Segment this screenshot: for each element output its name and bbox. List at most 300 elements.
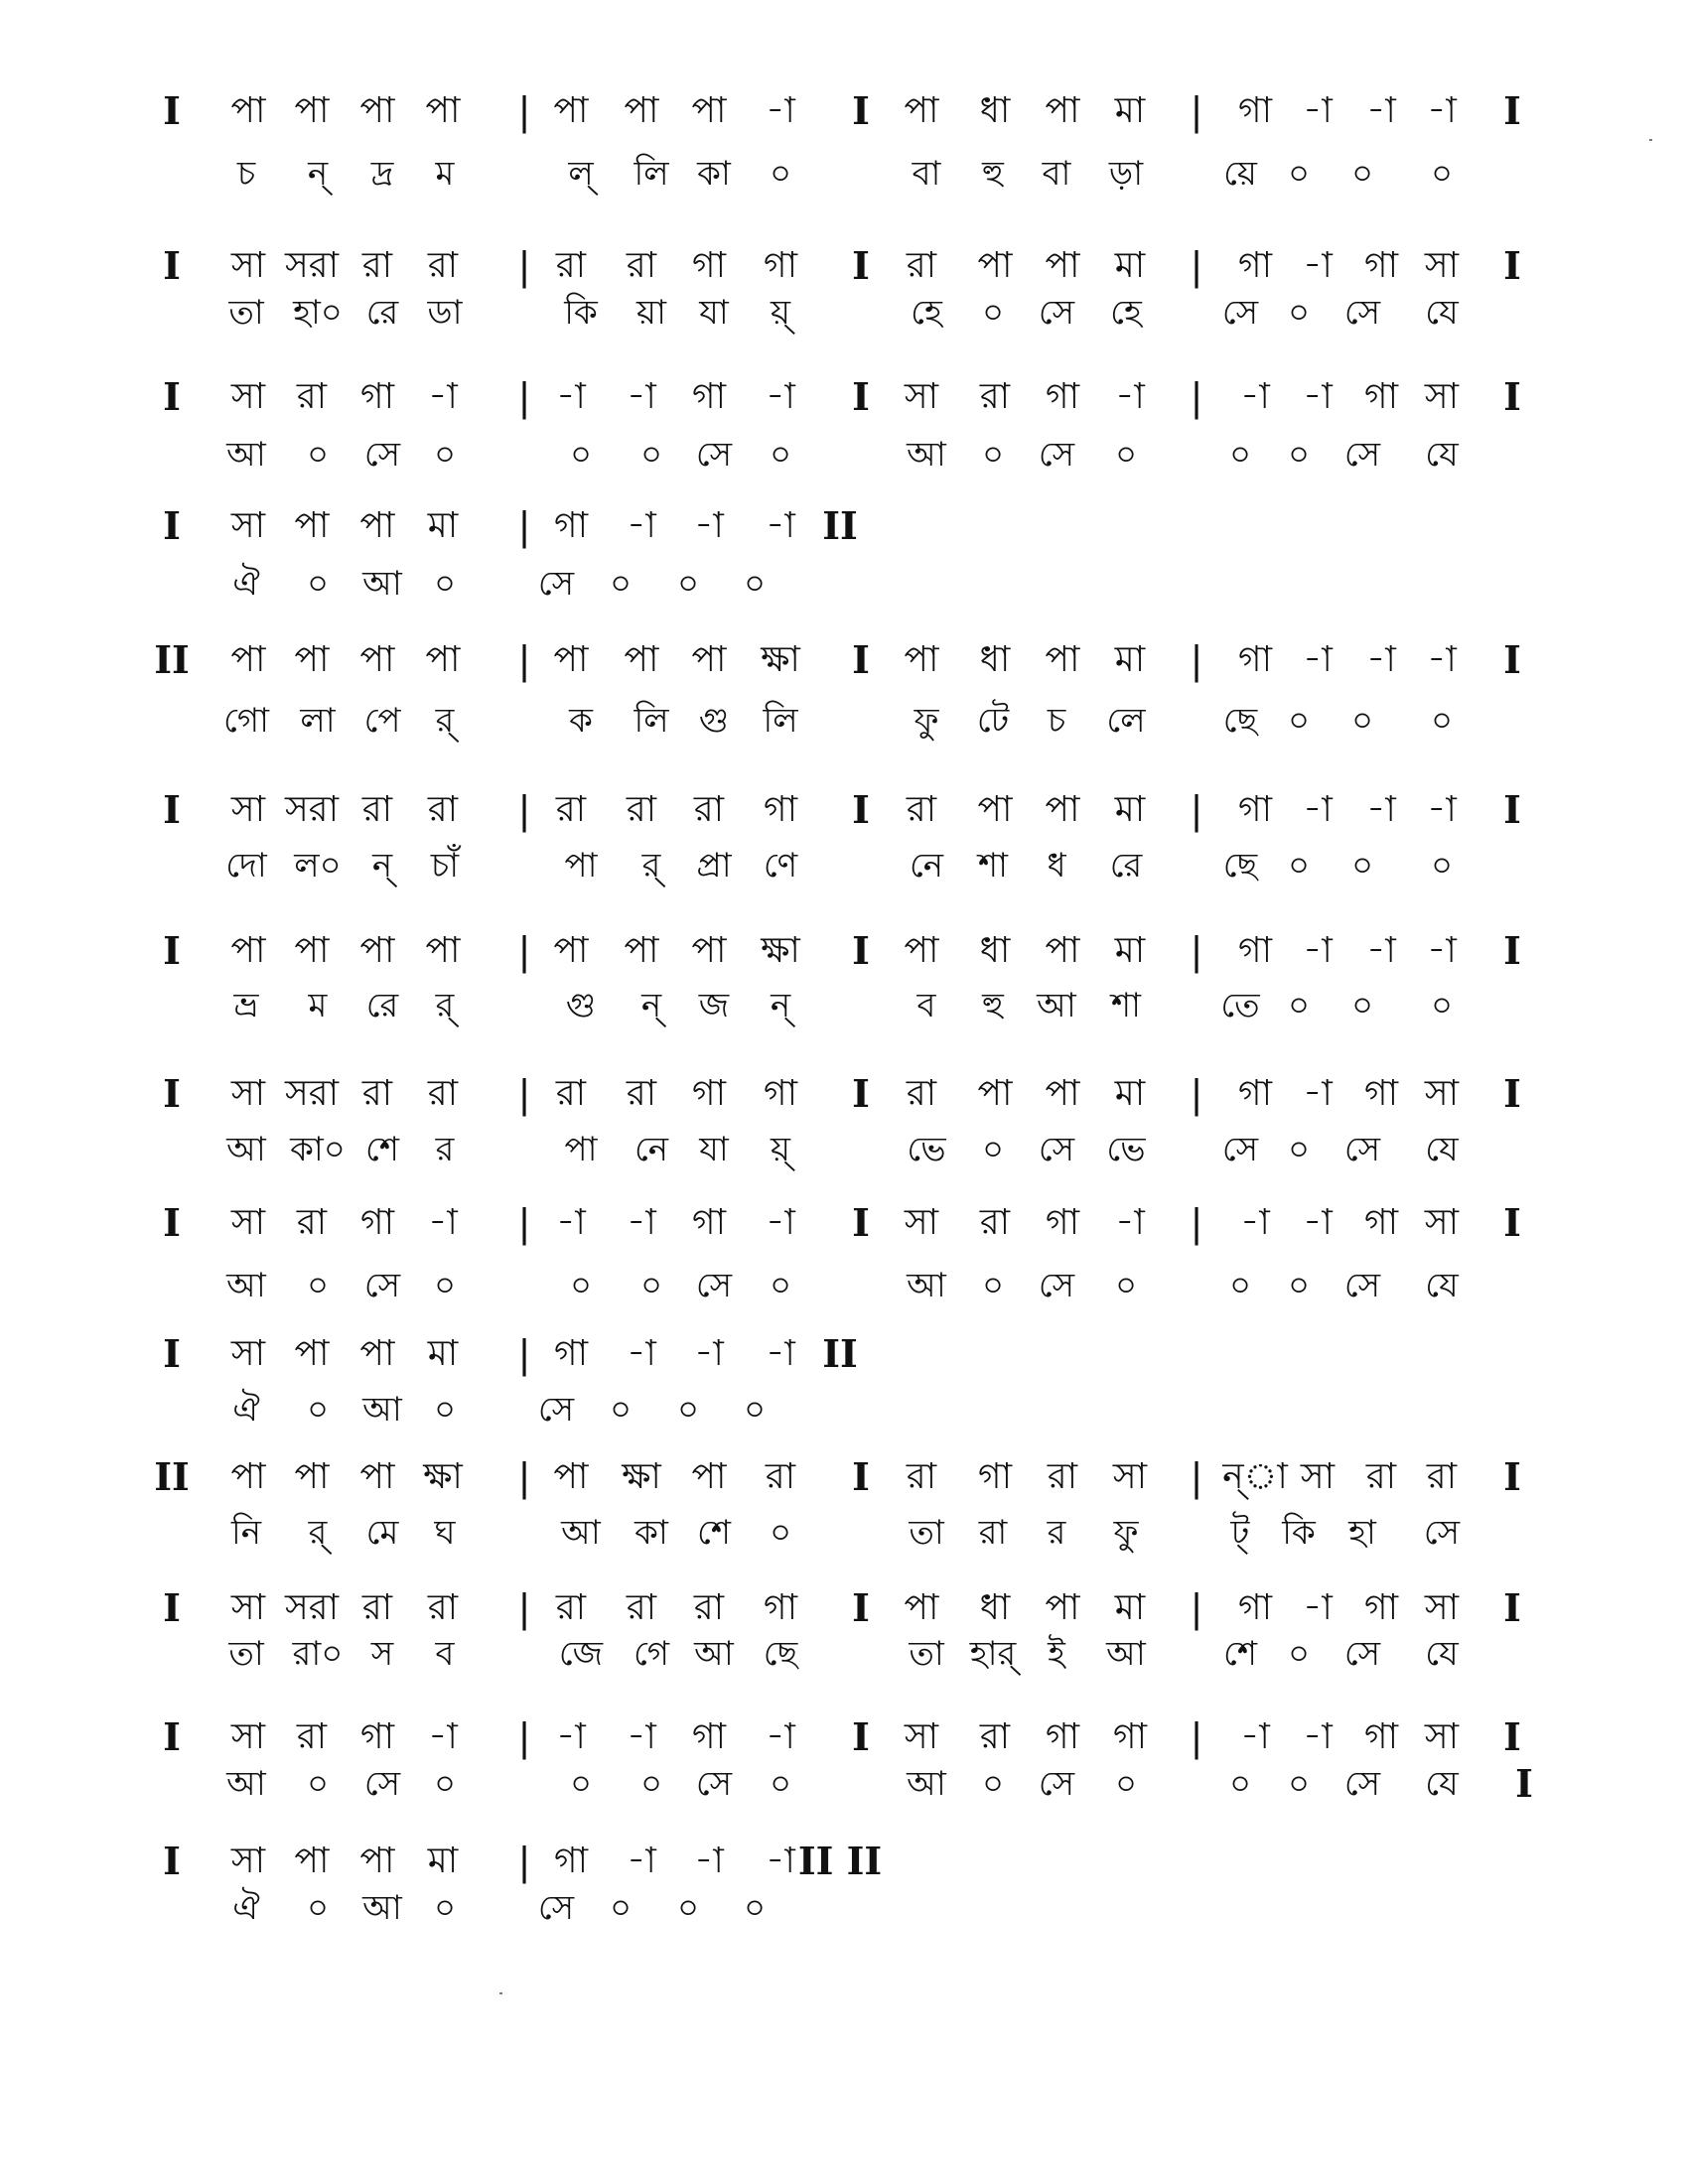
swar-note: পা bbox=[691, 639, 727, 680]
swar-note: রা bbox=[361, 1587, 393, 1628]
bar-line: I bbox=[1503, 243, 1521, 288]
lyric-syllable: ০ bbox=[639, 435, 663, 475]
bar-line: I bbox=[1503, 1200, 1521, 1245]
swar-note: সা bbox=[1300, 1456, 1336, 1497]
lyric-syllable: আ bbox=[362, 564, 402, 604]
beat-separator: | bbox=[517, 1201, 531, 1245]
bar-line: II bbox=[822, 1331, 858, 1376]
swar-note: পা bbox=[230, 90, 266, 131]
lyric-syllable: ০ bbox=[743, 1390, 767, 1430]
swar-row bbox=[0, 1069, 1688, 1119]
lyric-syllable: ০ bbox=[639, 1764, 663, 1804]
swar-note: গা bbox=[1363, 1716, 1399, 1757]
bar-line: I bbox=[852, 243, 870, 288]
lyric-syllable: সে bbox=[363, 435, 401, 475]
lyric-syllable: সে bbox=[537, 1390, 575, 1430]
swar-note: -া bbox=[1427, 930, 1457, 971]
lyric-syllable: সে bbox=[363, 1764, 401, 1804]
swar-note: -া bbox=[1303, 90, 1333, 131]
swar-note: পা bbox=[359, 1456, 395, 1497]
swar-note: পা bbox=[359, 1333, 395, 1374]
bar-line: I bbox=[852, 787, 870, 832]
lyric-syllable: ০ bbox=[306, 1266, 330, 1305]
swar-note: -া bbox=[1427, 90, 1457, 131]
bar-line: I bbox=[1503, 787, 1521, 832]
bani-row bbox=[0, 696, 1688, 746]
swar-note: গা bbox=[691, 1073, 727, 1114]
lyric-syllable: ঘ bbox=[434, 1513, 456, 1553]
lyric-syllable: দো bbox=[225, 846, 267, 886]
lyric-syllable: সে bbox=[1038, 435, 1075, 475]
swar-note: -া bbox=[627, 1716, 656, 1757]
swar-note: গা bbox=[359, 1202, 395, 1243]
swar-note: -া bbox=[1240, 376, 1270, 417]
swar-note: মা bbox=[427, 1333, 459, 1374]
bar-line: I bbox=[163, 1839, 181, 1883]
lyric-syllable: আ bbox=[226, 1764, 266, 1804]
swar-note: গা bbox=[359, 376, 395, 417]
bani-row bbox=[0, 981, 1688, 1030]
bar-line: I bbox=[1503, 88, 1521, 133]
swar-note: মা bbox=[1114, 930, 1146, 971]
lyric-syllable: ০ bbox=[1228, 1764, 1252, 1804]
swar-note: -া bbox=[556, 1716, 586, 1757]
swar-note: গা bbox=[1363, 1202, 1399, 1243]
lyric-syllable: চাঁ bbox=[430, 846, 460, 886]
lyric-syllable: মে bbox=[365, 1513, 399, 1553]
swar-note: পা bbox=[624, 930, 659, 971]
lyric-syllable: সে bbox=[1343, 1266, 1381, 1305]
lyric-syllable: সে bbox=[537, 1888, 575, 1928]
bar-line: I bbox=[163, 243, 181, 288]
swar-note: -া bbox=[766, 1841, 795, 1881]
swar-note: সা bbox=[1424, 376, 1460, 417]
swar-note: -া bbox=[766, 505, 795, 546]
lyric-syllable: ০ bbox=[1430, 846, 1454, 886]
lyric-syllable: ল্ bbox=[568, 154, 594, 194]
swar-note: পা bbox=[359, 639, 395, 680]
swar-note: গা bbox=[1237, 789, 1273, 830]
lyric-syllable: ০ bbox=[569, 435, 593, 475]
lyric-syllable: হা bbox=[1348, 1513, 1376, 1553]
lyric-syllable: যে bbox=[1425, 293, 1459, 333]
swar-note: -া bbox=[1303, 1073, 1333, 1114]
swar-note: ন্া bbox=[1222, 1456, 1288, 1497]
bar-line: II II bbox=[797, 1839, 883, 1883]
bar-line: II bbox=[822, 503, 858, 548]
swar-note: পা bbox=[904, 639, 939, 680]
swar-note: -া bbox=[1240, 1716, 1270, 1757]
lyric-syllable: ০ bbox=[306, 435, 330, 475]
lyric-syllable: ০ bbox=[306, 1764, 330, 1804]
bar-line: I bbox=[852, 1714, 870, 1759]
bar-line: I bbox=[163, 1714, 181, 1759]
lyric-syllable: ০ bbox=[981, 293, 1005, 333]
beat-separator: | bbox=[1190, 244, 1203, 288]
swar-note: পা bbox=[1045, 1073, 1080, 1114]
lyric-syllable: চ bbox=[236, 154, 256, 194]
swar-note: পা bbox=[294, 639, 330, 680]
lyric-syllable: য়্ bbox=[770, 1130, 791, 1169]
swar-note: -া bbox=[1427, 789, 1457, 830]
swar-note: ক্ষা bbox=[423, 1456, 463, 1497]
swar-note: পা bbox=[904, 930, 939, 971]
swar-note: রা bbox=[693, 789, 725, 830]
lyric-syllable: কা bbox=[697, 154, 731, 194]
swar-note: -া bbox=[766, 1716, 795, 1757]
swar-note: পা bbox=[553, 930, 589, 971]
lyric-syllable: ০ bbox=[1287, 1634, 1311, 1674]
swar-note: গা bbox=[1363, 245, 1399, 286]
bani-row bbox=[0, 430, 1688, 479]
beat-separator: | bbox=[1190, 1072, 1203, 1116]
lyric-syllable: ন্ bbox=[307, 154, 329, 194]
swar-note: পা bbox=[904, 1587, 939, 1628]
swar-note: গা bbox=[763, 1073, 798, 1114]
lyric-syllable: ফু bbox=[1113, 1513, 1139, 1553]
swar-note: রা bbox=[361, 245, 393, 286]
lyric-syllable: সে bbox=[1343, 1634, 1381, 1674]
swar-note: -া bbox=[1366, 639, 1396, 680]
bar-line: I bbox=[163, 88, 181, 133]
beat-separator: | bbox=[517, 244, 531, 288]
lyric-syllable: প্রা bbox=[696, 846, 732, 886]
swar-note: -া bbox=[627, 376, 656, 417]
swar-note: পা bbox=[1045, 930, 1080, 971]
lyric-syllable: ০ bbox=[1114, 435, 1138, 475]
lyric-syllable: র্ bbox=[308, 1513, 328, 1553]
swar-note: পা bbox=[553, 639, 589, 680]
swar-note: গা bbox=[553, 1841, 589, 1881]
lyric-syllable: হার্ bbox=[969, 1634, 1017, 1674]
swar-note: -া bbox=[694, 1333, 724, 1374]
swar-note: -া bbox=[428, 376, 458, 417]
lyric-syllable: সে bbox=[695, 1764, 733, 1804]
beat-separator: | bbox=[517, 788, 531, 832]
lyric-syllable: হা০ bbox=[293, 293, 343, 333]
lyric-syllable: শে bbox=[365, 1130, 399, 1169]
lyric-syllable: ন্ bbox=[640, 986, 662, 1025]
lyric-syllable: য়্ bbox=[770, 293, 791, 333]
bar-line: I bbox=[852, 928, 870, 973]
swar-note: সা bbox=[230, 376, 266, 417]
lyric-syllable: তে bbox=[1220, 986, 1260, 1025]
swar-note: পা bbox=[1045, 245, 1080, 286]
swar-note: গা bbox=[359, 1716, 395, 1757]
bani-row bbox=[0, 1125, 1688, 1174]
lyric-syllable: ০ bbox=[1350, 986, 1374, 1025]
lyric-syllable: ০ bbox=[1228, 1266, 1252, 1305]
lyric-syllable: সে bbox=[1221, 1130, 1259, 1169]
bar-line: I bbox=[1503, 1714, 1521, 1759]
bar-line: I bbox=[852, 374, 870, 419]
swar-row bbox=[0, 926, 1688, 976]
scan-speck bbox=[1649, 139, 1652, 141]
swar-note: পা bbox=[1045, 789, 1080, 830]
lyric-syllable: ব bbox=[916, 986, 936, 1025]
lyric-syllable: ০ bbox=[981, 1130, 1005, 1169]
lyric-syllable: হে bbox=[1110, 293, 1142, 333]
lyric-syllable: লে bbox=[1106, 701, 1146, 741]
swar-note: রা bbox=[555, 789, 587, 830]
lyric-syllable: ০ bbox=[639, 1266, 663, 1305]
swar-note: -া bbox=[694, 1841, 724, 1881]
swar-note: সা bbox=[230, 789, 266, 830]
lyric-syllable: ০ bbox=[1430, 154, 1454, 194]
bani-row bbox=[0, 1759, 1688, 1809]
swar-note: -া bbox=[428, 1202, 458, 1243]
lyric-syllable: ০ bbox=[676, 564, 700, 604]
swar-note: সা bbox=[1424, 1073, 1460, 1114]
lyric-syllable: ০ bbox=[1287, 1130, 1311, 1169]
lyric-syllable: র্ bbox=[641, 846, 661, 886]
lyric-syllable: গু bbox=[565, 986, 597, 1025]
lyric-syllable: যা bbox=[699, 293, 729, 333]
bar-line: I bbox=[163, 1200, 181, 1245]
beat-separator: | bbox=[517, 1715, 531, 1759]
swar-note: রা bbox=[906, 789, 937, 830]
swar-note: -া bbox=[1240, 1202, 1270, 1243]
bar-line: I bbox=[852, 1071, 870, 1116]
lyric-syllable: ০ bbox=[1114, 1266, 1138, 1305]
swar-row bbox=[0, 1583, 1688, 1633]
swar-note: মা bbox=[1114, 1587, 1146, 1628]
lyric-syllable: আ bbox=[226, 1130, 266, 1169]
swar-note: -া bbox=[1303, 1716, 1333, 1757]
lyric-syllable: লা bbox=[300, 701, 336, 741]
lyric-syllable: ০ bbox=[1350, 701, 1374, 741]
swar-note: পা bbox=[294, 90, 330, 131]
swar-note: গা bbox=[1045, 1202, 1080, 1243]
swar-note: মা bbox=[1114, 1073, 1146, 1114]
bar-line: I bbox=[852, 1200, 870, 1245]
swar-note: পা bbox=[904, 90, 939, 131]
swar-note: রা bbox=[555, 245, 587, 286]
lyric-syllable: কি bbox=[564, 293, 598, 333]
lyric-syllable: যে bbox=[1425, 1634, 1459, 1674]
swar-note: গা bbox=[1045, 376, 1080, 417]
swar-note: সা bbox=[230, 1333, 266, 1374]
swar-note: -া bbox=[1115, 376, 1145, 417]
swar-note: -া bbox=[1303, 1202, 1333, 1243]
swar-note: সা bbox=[1424, 1202, 1460, 1243]
lyric-syllable: শা bbox=[978, 846, 1008, 886]
beat-separator: | bbox=[517, 1332, 531, 1376]
lyric-syllable: ই bbox=[1048, 1634, 1065, 1674]
lyric-syllable: ধ bbox=[1047, 846, 1066, 886]
swar-note: রা bbox=[693, 1587, 725, 1628]
lyric-syllable: হু bbox=[982, 154, 1004, 194]
lyric-syllable: ০ bbox=[1430, 986, 1454, 1025]
lyric-syllable: ছে bbox=[763, 1634, 798, 1674]
lyric-syllable: ০ bbox=[1287, 1266, 1311, 1305]
lyric-syllable: ন্ bbox=[371, 846, 393, 886]
lyric-syllable: সে bbox=[1038, 293, 1075, 333]
swar-row bbox=[0, 635, 1688, 685]
swar-note: -া bbox=[428, 1716, 458, 1757]
swar-note: পা bbox=[294, 1841, 330, 1881]
lyric-syllable: ডা bbox=[427, 293, 463, 333]
lyric-syllable: আ bbox=[226, 1266, 266, 1305]
lyric-syllable: হে bbox=[911, 293, 942, 333]
bar-line: I bbox=[852, 637, 870, 682]
lyric-syllable: ম bbox=[435, 154, 455, 194]
lyric-syllable: ০ bbox=[1228, 435, 1252, 475]
lyric-syllable: ০ bbox=[306, 1390, 330, 1430]
swar-note: মা bbox=[1114, 90, 1146, 131]
lyric-syllable: লি bbox=[633, 701, 669, 741]
swar-note: গা bbox=[1237, 639, 1273, 680]
lyric-syllable: সে bbox=[1423, 1513, 1461, 1553]
lyric-syllable: পা bbox=[564, 1130, 598, 1169]
lyric-syllable: যে bbox=[1425, 1764, 1459, 1804]
swar-note: রা bbox=[979, 376, 1011, 417]
swar-note: পা bbox=[294, 1456, 330, 1497]
swar-note: -া bbox=[1303, 376, 1333, 417]
swar-note: গা bbox=[1363, 1073, 1399, 1114]
bani-row bbox=[0, 288, 1688, 338]
swar-note: সা bbox=[230, 1841, 266, 1881]
lyric-syllable: ঐ bbox=[232, 564, 260, 604]
swar-row bbox=[0, 1837, 1688, 1886]
lyric-syllable: ০ bbox=[433, 1764, 457, 1804]
swar-note: সা bbox=[230, 1202, 266, 1243]
lyric-syllable: ০ bbox=[1350, 154, 1374, 194]
lyric-syllable: রে bbox=[365, 986, 399, 1025]
lyric-syllable: র bbox=[435, 1130, 455, 1169]
lyric-syllable: ০ bbox=[306, 1888, 330, 1928]
swar-note: পা bbox=[359, 1841, 395, 1881]
lyric-syllable: জে bbox=[558, 1634, 604, 1674]
swar-note: রা bbox=[626, 1073, 657, 1114]
swar-note: গা bbox=[1237, 90, 1273, 131]
lyric-syllable: গু bbox=[698, 701, 730, 741]
bar-line: I bbox=[1503, 1454, 1521, 1499]
lyric-syllable: নে bbox=[909, 846, 944, 886]
swar-note: গা bbox=[1045, 1716, 1080, 1757]
bar-line: I bbox=[163, 1071, 181, 1116]
lyric-syllable: রে bbox=[365, 293, 399, 333]
swar-note: মা bbox=[1114, 789, 1146, 830]
lyric-syllable: ০ bbox=[609, 1390, 633, 1430]
lyric-syllable: যা bbox=[699, 1130, 729, 1169]
swar-note: রা bbox=[361, 789, 393, 830]
swar-note: গা bbox=[1237, 1587, 1273, 1628]
lyric-syllable: ০ bbox=[1287, 293, 1311, 333]
swar-note: গা bbox=[1237, 930, 1273, 971]
swar-note: পা bbox=[294, 505, 330, 546]
swar-note: সা bbox=[230, 1587, 266, 1628]
lyric-syllable: ০ bbox=[433, 1266, 457, 1305]
bar-line: I bbox=[163, 928, 181, 973]
beat-separator: | bbox=[517, 504, 531, 548]
lyric-syllable: সে bbox=[695, 1266, 733, 1305]
swar-note: গা bbox=[763, 245, 798, 286]
beat-separator: | bbox=[1190, 788, 1203, 832]
lyric-syllable: ০ bbox=[433, 564, 457, 604]
swar-note: গা bbox=[691, 245, 727, 286]
swar-note: -া bbox=[556, 376, 586, 417]
swar-note: -া bbox=[627, 505, 656, 546]
swar-note: -া bbox=[1303, 245, 1333, 286]
swar-note: মা bbox=[427, 1841, 459, 1881]
lyric-syllable: ড়া bbox=[1108, 154, 1144, 194]
bani-row bbox=[0, 1261, 1688, 1310]
lyric-syllable: ০ bbox=[609, 564, 633, 604]
lyric-syllable: হু bbox=[982, 986, 1004, 1025]
beat-separator: | bbox=[517, 638, 531, 682]
swar-note: পা bbox=[1045, 90, 1080, 131]
lyric-syllable: র্ bbox=[435, 986, 455, 1025]
swar-note: সা bbox=[230, 505, 266, 546]
lyric-syllable: সে bbox=[1343, 1130, 1381, 1169]
lyric-syllable: ০ bbox=[609, 1888, 633, 1928]
lyric-syllable: ০ bbox=[676, 1888, 700, 1928]
bani-row bbox=[0, 841, 1688, 890]
swar-note: সা bbox=[1424, 1716, 1460, 1757]
lyric-syllable: ০ bbox=[433, 1390, 457, 1430]
swar-note: -া bbox=[766, 1333, 795, 1374]
swar-note: ক্ষা bbox=[761, 930, 800, 971]
swar-note: -া bbox=[1366, 789, 1396, 830]
lyric-syllable: আ bbox=[362, 1888, 402, 1928]
swar-note: রা bbox=[906, 1073, 937, 1114]
lyric-syllable: ০ bbox=[433, 435, 457, 475]
lyric-syllable: গে bbox=[633, 1634, 670, 1674]
swar-note: ধা bbox=[979, 90, 1011, 131]
lyric-syllable: ০ bbox=[1430, 701, 1454, 741]
lyric-syllable: কি bbox=[1282, 1513, 1316, 1553]
swar-row bbox=[0, 1452, 1688, 1502]
lyric-syllable: ০ bbox=[1287, 846, 1311, 886]
lyric-syllable: ০ bbox=[769, 1266, 792, 1305]
lyric-syllable: ক bbox=[569, 701, 593, 741]
bani-row bbox=[0, 1629, 1688, 1679]
swar-note: সরা bbox=[284, 245, 340, 286]
lyric-syllable: ০ bbox=[1287, 435, 1311, 475]
lyric-syllable: পা bbox=[564, 846, 598, 886]
lyric-syllable: বা bbox=[912, 154, 941, 194]
lyric-syllable: ০ bbox=[306, 564, 330, 604]
swar-note: -া bbox=[627, 1202, 656, 1243]
lyric-syllable: সে bbox=[1343, 1764, 1381, 1804]
swar-note: গা bbox=[1237, 1073, 1273, 1114]
lyric-syllable: ০ bbox=[981, 1266, 1005, 1305]
beat-separator: | bbox=[517, 929, 531, 973]
lyric-syllable: ম bbox=[308, 986, 328, 1025]
swar-note: -া bbox=[1366, 90, 1396, 131]
swar-note: পা bbox=[294, 930, 330, 971]
lyric-syllable: র্ bbox=[435, 701, 455, 741]
lyric-syllable: ভে bbox=[1106, 1130, 1146, 1169]
beat-separator: | bbox=[517, 1072, 531, 1116]
bar-line: I bbox=[1503, 928, 1521, 973]
swar-note: -া bbox=[1427, 639, 1457, 680]
swar-note: সা bbox=[1424, 245, 1460, 286]
lyric-syllable: সে bbox=[537, 564, 575, 604]
swar-row bbox=[0, 1198, 1688, 1248]
beat-separator: | bbox=[517, 1455, 531, 1499]
beat-separator: | bbox=[1190, 1201, 1203, 1245]
swar-note: পা bbox=[691, 930, 727, 971]
bar-line: I bbox=[852, 88, 870, 133]
beat-separator: | bbox=[1190, 929, 1203, 973]
lyric-syllable: ন্ bbox=[770, 986, 791, 1025]
scan-speck bbox=[499, 1992, 502, 1994]
lyric-syllable: সে bbox=[1038, 1764, 1075, 1804]
lyric-syllable: ভ্র bbox=[233, 986, 259, 1025]
swar-note: রা bbox=[626, 1587, 657, 1628]
